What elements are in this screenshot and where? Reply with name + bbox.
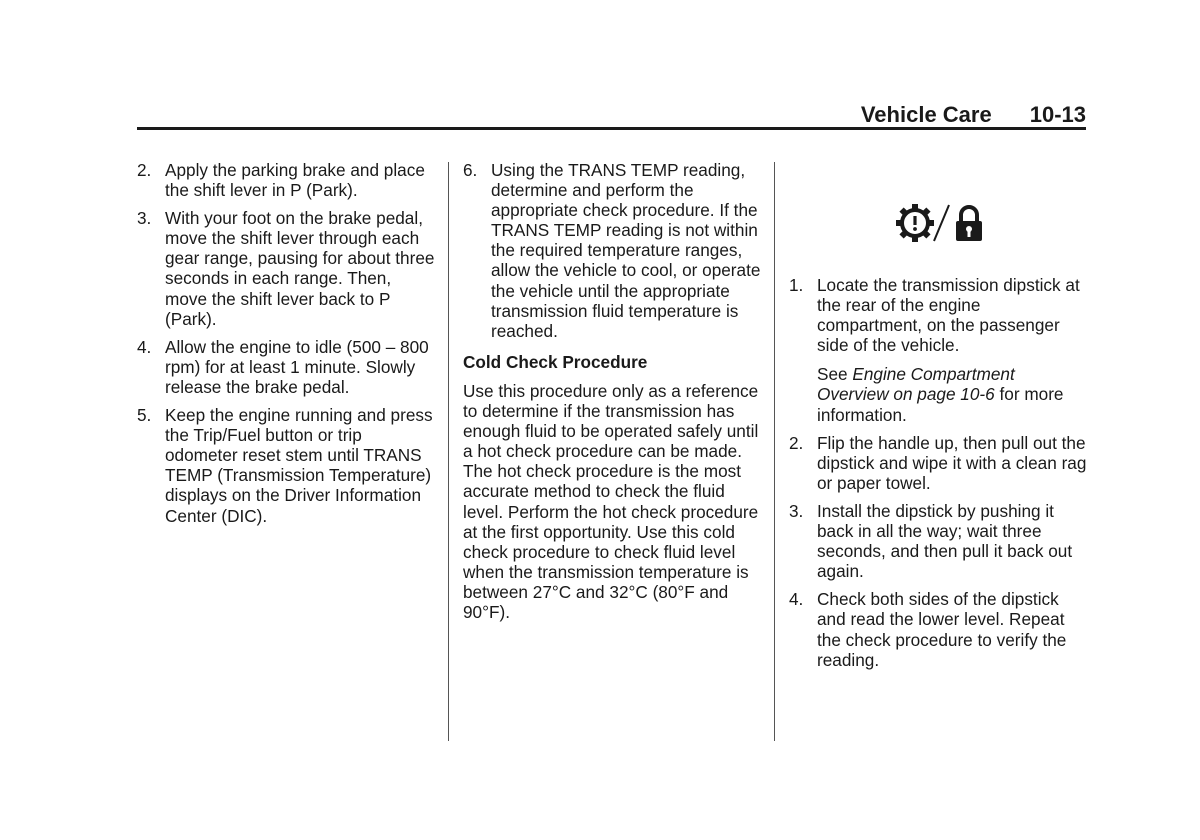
list-item (789, 589, 1089, 669)
item-number: 4. (789, 589, 804, 610)
cross-reference (817, 364, 1089, 424)
column-divider-2 (774, 162, 775, 741)
item-text: With your foot on the brake pedal, move the shift lever through each gear range, pausing for about three seconds in each range. Then, move the shift lever back to P (Park). (165, 208, 435, 329)
list-item (789, 433, 1089, 493)
see-link[interactable]: Engine Compartment Overview on page 10-6 (817, 364, 1015, 405)
list-item (137, 208, 437, 329)
header-title (861, 102, 1086, 128)
paragraph: Use this procedure only as a reference to determine if the transmission has enough fluid to be operated safely until a hot check procedure can be made. The hot check procedure is the most accurate method to check the fluid level. Perform the hot check procedure at the first opportunity. Use this cold check procedure to check fluid level when the transmission temperature is between 27°C and 32°C (80°F and 90°F). (463, 380, 759, 622)
page-number: 10-13 (1029, 102, 1086, 127)
item-number: 6. (463, 160, 478, 180)
item-text: Using the TRANS TEMP reading, determine and perform the appropriate check procedure. If the TRANS TEMP reading is not within the required temperature ranges, allow the vehicle to cool, or operate the vehicle until the appropriate transmission fluid temperature is reached. (491, 160, 761, 341)
list-item (137, 337, 437, 397)
column-divider-1 (448, 162, 449, 741)
item-number: 4. (137, 336, 152, 357)
item-number: 1. (789, 275, 804, 295)
list-item (789, 501, 1089, 581)
item-number: 3. (137, 208, 152, 229)
header-rule (137, 127, 1086, 130)
item-number: 2. (789, 432, 804, 453)
item-text: Check both sides of the dipstick and read the lower level. Repeat the check procedure to verify the reading. (817, 589, 1067, 670)
item-text: Flip the handle up, then pull out the dipstick and wipe it with a clean rag or paper towel. (817, 432, 1087, 493)
list-item (137, 405, 437, 526)
item-text: Install the dipstick by pushing it back in all the way; wait three seconds, and then pull it back out again. (817, 500, 1073, 582)
column-2 (463, 160, 763, 622)
column-3 (789, 160, 1089, 678)
item-text: Allow the engine to idle (500 – 800 rpm) for at least 1 minute. Slowly release the brake pedal. (165, 336, 429, 397)
section-title: Vehicle Care (860, 102, 992, 127)
see-suffix: for more information. (817, 384, 1064, 425)
list-item (789, 275, 1089, 355)
item-text: Locate the transmission dipstick at the rear of the engine compartment, on the passenger side of the vehicle. (817, 275, 1080, 356)
page-header (137, 100, 1086, 130)
item-number: 2. (137, 160, 152, 180)
section-heading: Cold Check Procedure (463, 351, 648, 372)
list-item (463, 160, 763, 341)
see-prefix: See (817, 364, 853, 385)
item-text: Keep the engine running and press the Trip/Fuel button or trip odometer reset stem until TRANS TEMP (Transmission Temperature) displays on the Driver Information Center (DIC). (165, 405, 433, 526)
gear-lock-icon (789, 160, 1089, 275)
list-item (137, 160, 437, 200)
column-1 (137, 160, 437, 534)
item-text: Apply the parking brake and place the shift lever in P (Park). (165, 160, 425, 201)
item-number: 5. (137, 405, 152, 426)
item-number: 3. (789, 500, 804, 521)
